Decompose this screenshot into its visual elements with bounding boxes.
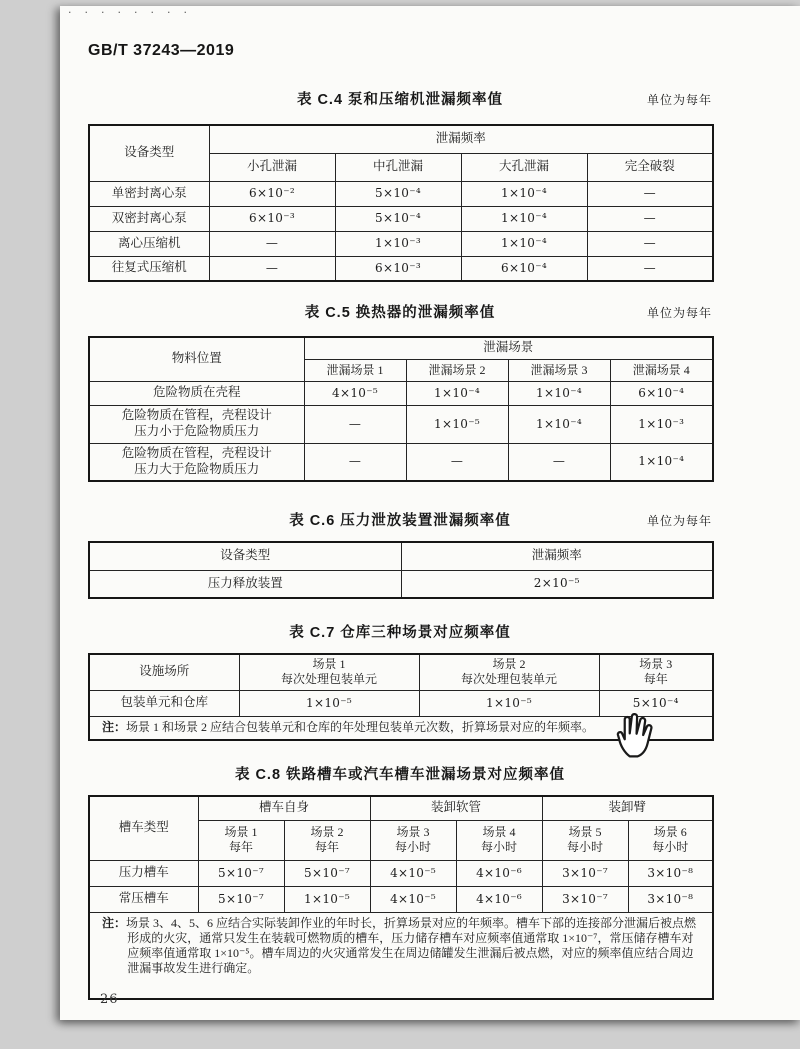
table-cell: 3×10⁻⁸ [628,860,713,886]
c8-note [89,912,713,999]
table-cell: 5×10⁻⁴ [599,690,713,716]
table-row [89,570,713,598]
table-cell: 1×10⁻⁴ [461,181,587,206]
note-text: 场景 3、4、5、6 应结合实际装卸作业的年时长，折算场景对应的年频率。槽车下部的连接部分泄漏后被点燃形成的火灾，通常只发生在装载可燃物质的槽车，压力储存槽车对应频率值通常取 1×10⁻⁷，常压储存槽车对应频率值通常取 1×10⁻⁵。槽车周边的火灾通常发生在周边储罐发生泄漏后被点燃，对应的频率值应结合周边泄漏事故发生进行确定。 [126,915,697,975]
scenario-basis: 每次处理包装单元 [280,672,377,687]
c8-group-header: 装卸软管 [370,796,542,820]
table-cell: 6×10⁻⁴ [610,381,713,405]
table-cell: 4×10⁻⁶ [456,860,542,886]
c6-row-label: 压力释放装置 [89,570,401,598]
table-c5-title-row [88,301,712,321]
table-c8-title: 表 C.8 铁路槽车或汽车槽车泄漏场景对应频率值 [234,767,566,783]
label-line: 压力大于危险物质压力 [134,461,260,476]
table-cell: 4×10⁻⁶ [456,886,542,912]
table-cell: 3×10⁻⁷ [542,860,628,886]
c8-group-header: 装卸臂 [542,796,713,820]
c5-group-header: 泄漏场景 [304,337,713,359]
table-c4-title: 表 C.4 泵和压缩机泄漏频率值 [296,92,504,108]
scenario-name: 场景 3 [396,825,430,839]
table-cell: 2×10⁻⁵ [401,570,713,598]
table-c4-title-row [88,88,712,108]
table-cell: — [587,181,713,206]
c4-row-label: 往复式压缩机 [89,256,209,281]
scenario-basis: 每年 [315,840,340,854]
table-cell: 5×10⁻⁴ [335,181,461,206]
standard-number: GB/T 37243—2019 [88,42,235,59]
c7-col0-header: 设施场所 [89,654,239,690]
table-row [89,405,713,443]
table-cell: 3×10⁻⁸ [628,886,713,912]
scenario-name: 场景 5 [568,825,602,839]
scenario-name: 场景 3 [639,657,673,672]
table-cell: — [406,443,508,481]
table-cell: 6×10⁻³ [335,256,461,281]
table-cell: 1×10⁻⁴ [610,443,713,481]
table-cell: 5×10⁻⁴ [335,206,461,231]
table-c7-title: 表 C.7 仓库三种场景对应频率值 [289,625,511,641]
table-c6-unit: 单位为每年 [646,514,712,528]
scenario-name: 场景 4 [482,825,516,839]
c8-row-label: 常压槽车 [89,886,198,912]
c5-col-header: 泄漏场景 3 [508,359,610,381]
scenario-basis: 每小时 [395,840,432,854]
label-line: 危险物质在管程，壳程设计 [121,446,272,461]
table-row [89,181,713,206]
table-cell: 4×10⁻⁵ [370,886,456,912]
table-cell: 1×10⁻⁵ [419,690,599,716]
c5-row-label: 危险物质在壳程 [89,381,304,405]
c4-row-label: 离心压缩机 [89,231,209,256]
c4-col-header: 完全破裂 [587,153,713,181]
table-cell: 1×10⁻³ [610,405,713,443]
table-cell: — [209,256,335,281]
c5-row-label [89,443,304,481]
table-cell: — [304,405,406,443]
scenario-basis: 每年 [643,672,668,687]
scenario-name: 场景 1 [224,825,258,839]
c7-col-header [419,654,599,690]
c8-col-header [370,820,456,860]
c8-col-header [628,820,713,860]
scan-corner-marks: ········ [68,6,200,19]
c4-col0-header: 设备类型 [89,125,209,181]
table-c4-unit: 单位为每年 [646,93,712,107]
note-label: 注： [102,720,127,735]
c7-col-header [239,654,419,690]
scenario-basis: 每小时 [652,840,689,854]
scenario-name: 场景 6 [653,825,687,839]
table-c8 [88,795,712,1000]
c6-col-header: 泄漏频率 [401,542,713,570]
c4-group-header: 泄漏频率 [209,125,713,153]
c5-row-label [89,405,304,443]
table-cell: — [587,256,713,281]
table-cell: 1×10⁻⁴ [508,381,610,405]
table-c4 [88,124,712,282]
c8-col-header [456,820,542,860]
table-c6-title-row [88,509,712,529]
table-c5 [88,336,712,482]
table-cell: 5×10⁻⁷ [284,860,370,886]
table-cell: — [209,231,335,256]
scenario-name: 场景 2 [492,657,526,672]
scenario-basis: 每次处理包装单元 [460,672,557,687]
table-row [89,231,713,256]
table-cell: — [304,443,406,481]
table-cell: 6×10⁻² [209,181,335,206]
c4-col-header: 大孔泄漏 [461,153,587,181]
table-cell: 1×10⁻⁴ [461,206,587,231]
note-label: 注： [102,915,127,930]
c7-col-header [599,654,713,690]
scenario-name: 场景 2 [310,825,344,839]
table-row [89,860,713,886]
note-text: 场景 1 和场景 2 应结合包装单元和仓库的年处理包装单元次数，折算场景对应的年频率。 [126,720,595,735]
c4-row-label: 双密封离心泵 [89,206,209,231]
table-note-row [89,912,713,999]
table-cell: 4×10⁻⁵ [370,860,456,886]
c8-row-label: 压力槽车 [89,860,198,886]
c8-col-header [284,820,370,860]
table-cell: 1×10⁻⁴ [461,231,587,256]
c4-col-header: 小孔泄漏 [209,153,335,181]
table-cell: 1×10⁻⁵ [239,690,419,716]
c5-col-header: 泄漏场景 4 [610,359,713,381]
table-cell: 5×10⁻⁷ [198,860,284,886]
c5-col-header: 泄漏场景 2 [406,359,508,381]
scenario-basis: 每小时 [567,840,604,854]
label-line: 危险物质在管程，壳程设计 [121,408,272,423]
table-cell: 1×10⁻⁴ [508,405,610,443]
c4-col-header: 中孔泄漏 [335,153,461,181]
table-cell: — [587,206,713,231]
table-row [89,381,713,405]
page-number: 26 [100,992,119,1007]
table-cell: 5×10⁻⁷ [198,886,284,912]
c5-col0-header: 物料位置 [89,337,304,381]
c4-row-label: 单密封离心泵 [89,181,209,206]
table-row [89,256,713,281]
hand-cursor-icon [612,709,658,759]
table-row [89,886,713,912]
c8-col0-header: 槽车类型 [89,796,198,860]
table-cell: 6×10⁻⁴ [461,256,587,281]
table-cell: 6×10⁻³ [209,206,335,231]
table-cell: 1×10⁻⁵ [284,886,370,912]
scenario-name: 场景 1 [312,657,346,672]
table-c5-unit: 单位为每年 [646,306,712,320]
c8-col-header [198,820,284,860]
c8-group-header: 槽车自身 [198,796,370,820]
table-cell: 3×10⁻⁷ [542,886,628,912]
table-cell: — [587,231,713,256]
table-cell: 1×10⁻⁵ [406,405,508,443]
table-c5-title: 表 C.5 换热器的泄漏频率值 [304,305,496,321]
scenario-basis: 每年 [228,840,253,854]
c5-col-header: 泄漏场景 1 [304,359,406,381]
table-cell: 1×10⁻³ [335,231,461,256]
table-c6 [88,541,712,599]
document-page [60,6,800,1020]
table-c7-title-row [88,621,712,641]
c6-col-header: 设备类型 [89,542,401,570]
table-cell: — [508,443,610,481]
table-cell: 1×10⁻⁴ [406,381,508,405]
table-row [89,206,713,231]
table-cell: 4×10⁻⁵ [304,381,406,405]
label-line: 压力小于危险物质压力 [134,424,260,438]
c8-col-header [542,820,628,860]
table-c8-title-row [88,763,712,783]
table-c6-title: 表 C.6 压力泄放装置泄漏频率值 [289,513,511,529]
c7-row-label: 包装单元和仓库 [89,690,239,716]
scenario-basis: 每小时 [481,840,518,854]
table-row [89,443,713,481]
